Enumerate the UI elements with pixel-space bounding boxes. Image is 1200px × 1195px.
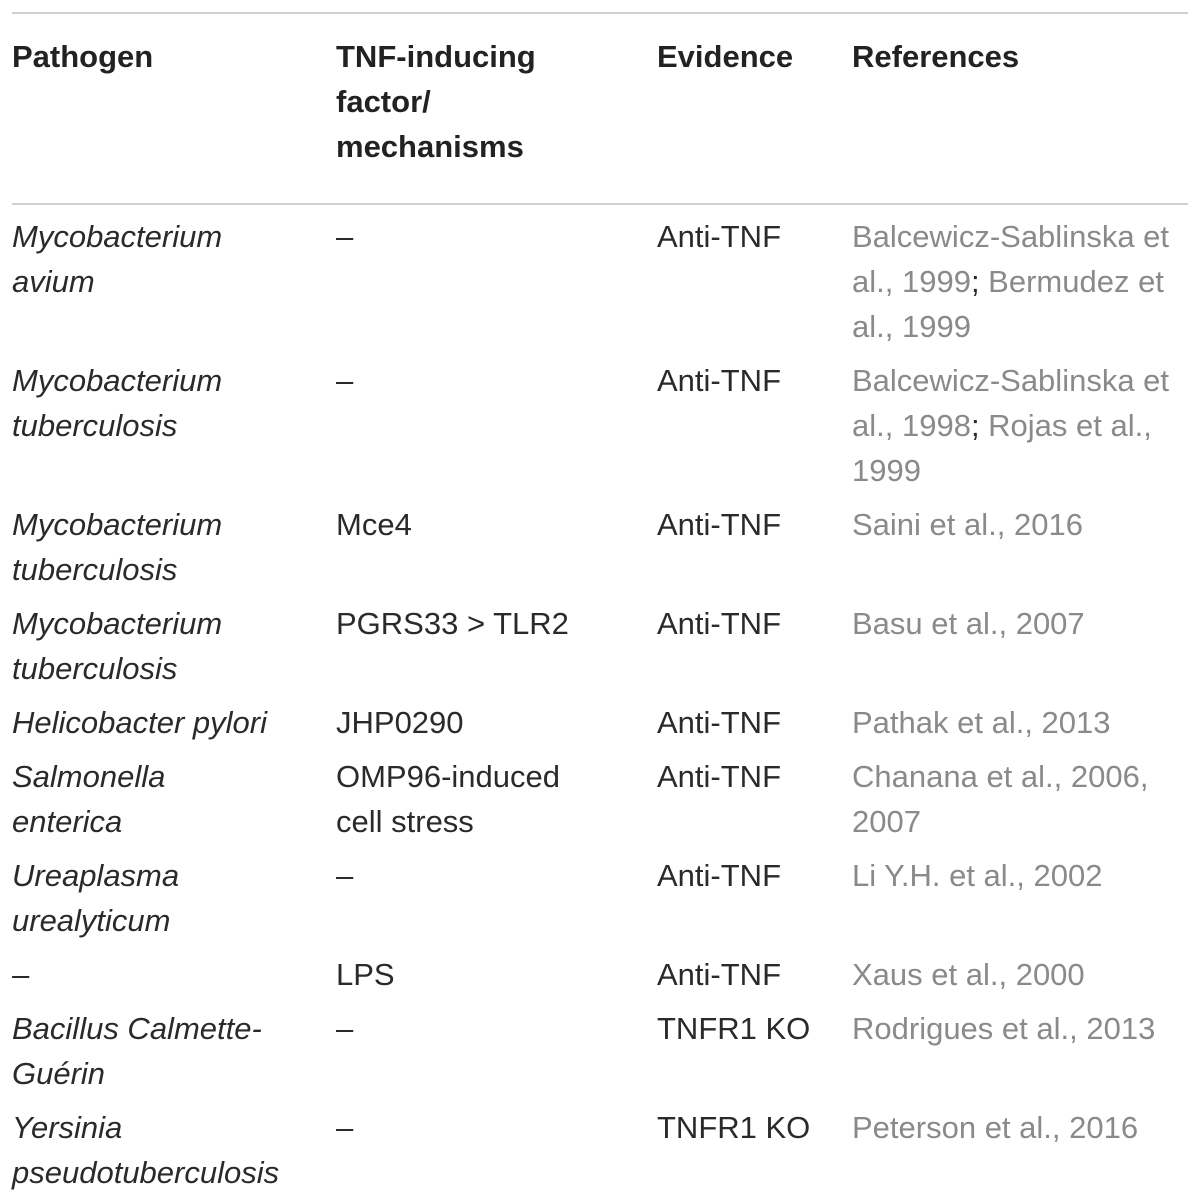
cell-factor	[336, 349, 657, 493]
table-row	[12, 493, 1188, 592]
reference-separator: ;	[970, 264, 989, 299]
factor-text: Mce4	[336, 507, 412, 542]
factor-text: JHP0290	[336, 705, 464, 740]
cell-references	[852, 691, 1188, 745]
pathogen-text: Salmonella enterica	[12, 759, 166, 839]
table-row	[12, 844, 1188, 943]
cell-factor	[336, 691, 657, 745]
pathogen-text: Mycobacterium avium	[12, 219, 223, 299]
header-factor-text: TNF-inducing factor/ mechanisms	[336, 39, 536, 164]
factor-text: –	[336, 1110, 354, 1145]
reference-link[interactable]: Balcewicz-Sablinska et al., 1999	[852, 219, 1170, 299]
table-row	[12, 592, 1188, 691]
cell-pathogen	[12, 943, 336, 997]
reference-link[interactable]: Rojas et al., 1999	[852, 408, 1152, 488]
cell-evidence: Anti-TNF	[657, 363, 781, 398]
reference-link[interactable]: Basu et al., 2007	[852, 606, 1085, 641]
cell-pathogen	[12, 997, 336, 1096]
cell-evidence: Anti-TNF	[657, 705, 781, 740]
table-container	[12, 12, 1188, 1195]
cell-factor	[336, 943, 657, 997]
factor-text: –	[336, 1011, 354, 1046]
cell-factor	[336, 1096, 657, 1195]
cell-factor	[336, 205, 657, 349]
factor-text: –	[336, 858, 354, 893]
pathogen-text: Helicobacter pylori	[12, 705, 267, 740]
factor-text: LPS	[336, 957, 395, 992]
reference-separator: ;	[970, 408, 989, 443]
cell-evidence: Anti-TNF	[657, 957, 781, 992]
header-rule-row	[12, 185, 1188, 205]
cell-factor	[336, 592, 657, 691]
cell-references	[852, 349, 1188, 493]
references-text	[852, 358, 1182, 493]
cell-pathogen	[12, 349, 336, 493]
factor-text: OMP96-induced cell stress	[336, 759, 561, 839]
cell-pathogen	[12, 493, 336, 592]
cell-references	[852, 997, 1188, 1096]
pathogen-text: Yersinia pseudotuberculosis	[12, 1110, 280, 1190]
pathogen-text: Mycobacterium tuberculosis	[12, 507, 223, 587]
cell-pathogen	[12, 844, 336, 943]
references-text	[852, 853, 1182, 898]
references-text	[852, 1105, 1182, 1150]
table-header	[12, 14, 1188, 185]
header-references: References	[852, 39, 1020, 74]
reference-link[interactable]: Xaus et al., 2000	[852, 957, 1085, 992]
table-row	[12, 1096, 1188, 1195]
cell-factor	[336, 493, 657, 592]
cell-pathogen	[12, 205, 336, 349]
cell-evidence: Anti-TNF	[657, 858, 781, 893]
pathogen-text: Bacillus Calmette-Guérin	[12, 1011, 262, 1091]
header-pathogen: Pathogen	[12, 39, 154, 74]
cell-references	[852, 592, 1188, 691]
cell-references	[852, 205, 1188, 349]
pathogen-text: –	[12, 957, 30, 992]
references-text	[852, 214, 1182, 349]
references-text	[852, 700, 1182, 745]
table-row	[12, 691, 1188, 745]
references-text	[852, 601, 1182, 646]
table-row	[12, 349, 1188, 493]
pathogen-table	[12, 14, 1188, 1195]
cell-pathogen	[12, 745, 336, 844]
references-text	[852, 952, 1182, 997]
cell-references	[852, 943, 1188, 997]
factor-text: –	[336, 219, 354, 254]
header-rule-cell	[12, 185, 1188, 205]
table-row	[12, 205, 1188, 349]
reference-link[interactable]: Chanana et al., 2006, 2007	[852, 759, 1149, 839]
reference-link[interactable]: Saini et al., 2016	[852, 507, 1083, 542]
references-text	[852, 754, 1182, 844]
table-row	[12, 943, 1188, 997]
table-row	[12, 997, 1188, 1096]
header-evidence: Evidence	[657, 39, 794, 74]
cell-references	[852, 1096, 1188, 1195]
table-row	[12, 745, 1188, 844]
cell-factor	[336, 844, 657, 943]
reference-link[interactable]: Li Y.H. et al., 2002	[852, 858, 1103, 893]
cell-evidence: Anti-TNF	[657, 606, 781, 641]
references-text	[852, 1006, 1182, 1051]
cell-evidence: TNFR1 KO	[657, 1110, 811, 1145]
pathogen-text: Mycobacterium tuberculosis	[12, 606, 223, 686]
cell-evidence: Anti-TNF	[657, 219, 781, 254]
cell-pathogen	[12, 592, 336, 691]
cell-evidence: Anti-TNF	[657, 507, 781, 542]
cell-evidence: TNFR1 KO	[657, 1011, 811, 1046]
references-text	[852, 502, 1182, 547]
pathogen-text: Ureaplasma urealyticum	[12, 858, 180, 938]
table-body	[12, 185, 1188, 1195]
cell-factor	[336, 745, 657, 844]
cell-evidence: Anti-TNF	[657, 759, 781, 794]
cell-factor	[336, 997, 657, 1096]
header-factor	[336, 14, 657, 185]
cell-references	[852, 844, 1188, 943]
header-row	[12, 14, 1188, 185]
cell-references	[852, 493, 1188, 592]
reference-link[interactable]: Bermudez et al., 1999	[852, 264, 1164, 344]
cell-pathogen	[12, 691, 336, 745]
factor-text: PGRS33 > TLR2	[336, 606, 569, 641]
reference-link[interactable]: Peterson et al., 2016	[852, 1110, 1139, 1145]
factor-text: –	[336, 363, 354, 398]
reference-link[interactable]: Balcewicz-Sablinska et al., 1998	[852, 363, 1170, 443]
reference-link[interactable]: Pathak et al., 2013	[852, 705, 1111, 740]
reference-link[interactable]: Rodrigues et al., 2013	[852, 1011, 1156, 1046]
cell-pathogen	[12, 1096, 336, 1195]
pathogen-text: Mycobacterium tuberculosis	[12, 363, 223, 443]
cell-references	[852, 745, 1188, 844]
